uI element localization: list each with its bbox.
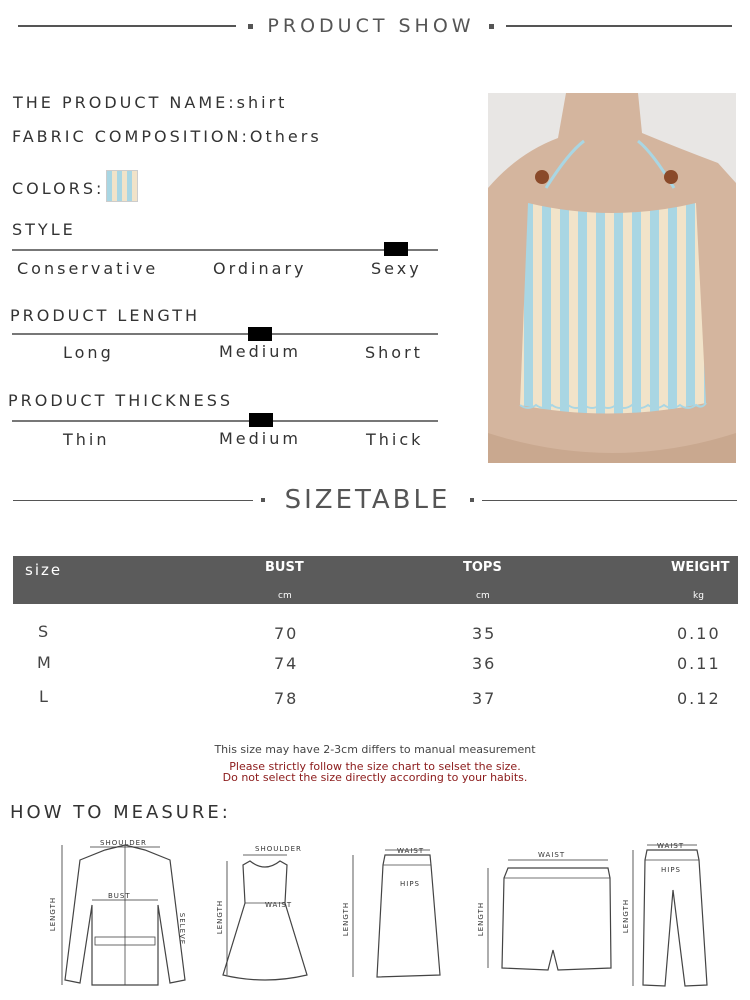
th-bust: BUST: [265, 560, 304, 575]
product-show-header: [0, 14, 750, 38]
thickness-option-medium: Medium: [219, 429, 301, 448]
length-option-medium: Medium: [219, 342, 301, 361]
dress-waist-label: WAIST: [265, 901, 293, 909]
cell-weight: 0.11: [677, 654, 721, 673]
pants-illustration: [625, 840, 715, 990]
th-weight-unit: kg: [693, 591, 704, 601]
sizetable-title: SIZETABLE: [284, 485, 451, 515]
style-option-conservative: Conservative: [17, 259, 159, 278]
cell-weight: 0.10: [677, 624, 721, 643]
th-tops: TOPS: [463, 560, 502, 575]
size-table-header: [13, 556, 738, 604]
dress-length-label: LENGTH: [216, 899, 225, 935]
shirt-shoulder-label: SHOULDER: [100, 839, 147, 847]
skirt-illustration: [345, 845, 445, 985]
mannequin-with-striped-top: [488, 93, 736, 463]
skirt-waist-label: WAIST: [397, 847, 425, 855]
length-marker: [248, 327, 272, 341]
style-option-ordinary: Ordinary: [213, 259, 307, 278]
style-scale-line: [12, 249, 438, 251]
pants-length-label: LENGTH: [622, 898, 631, 934]
shorts-length-label: LENGTH: [477, 901, 486, 937]
style-title: STYLE: [12, 220, 76, 239]
skirt-length-label: LENGTH: [342, 901, 351, 937]
shirt-diagram: [50, 835, 200, 990]
sizetable-header: [0, 484, 750, 516]
colors-label: COLORS:: [12, 179, 105, 198]
cell-tops: 37: [472, 689, 497, 708]
dress-illustration: [215, 843, 315, 983]
shorts-diagram: [478, 850, 618, 975]
cell-size: S: [38, 622, 51, 641]
cell-bust: 70: [274, 624, 299, 643]
thickness-option-thin: Thin: [63, 430, 110, 449]
cell-bust: 78: [274, 689, 299, 708]
note-habits: Do not select the size directly according to your habits.: [222, 771, 528, 784]
note-follow-chart: Please strictly follow the size chart to selset the size.: [229, 760, 521, 773]
cell-tops: 36: [472, 654, 497, 673]
thickness-marker: [249, 413, 273, 427]
pants-waist-label: WAIST: [657, 842, 685, 850]
skirt-diagram: [342, 845, 445, 985]
shirt-bust-label: BUST: [108, 892, 131, 900]
style-marker: [384, 242, 408, 256]
shorts-waist-label: WAIST: [538, 851, 566, 859]
product-name: THE PRODUCT NAME:shirt: [13, 93, 288, 112]
product-show-title: PRODUCT SHOW: [267, 15, 475, 37]
thickness-scale-line: [12, 420, 438, 422]
th-tops-unit: cm: [476, 591, 490, 601]
cell-size: M: [37, 653, 53, 672]
style-option-sexy: Sexy: [371, 259, 422, 278]
shorts-illustration: [478, 850, 618, 975]
th-size: size: [25, 561, 63, 579]
pants-diagram: [622, 840, 715, 990]
product-photo: [488, 93, 736, 463]
cell-weight: 0.12: [677, 689, 721, 708]
th-weight: WEIGHT: [671, 560, 730, 575]
th-bust-unit: cm: [278, 591, 292, 601]
dress-shoulder-label: SHOULDER: [255, 845, 302, 853]
cell-tops: 35: [472, 624, 497, 643]
length-option-long: Long: [63, 343, 114, 362]
skirt-hips-label: HIPS: [400, 880, 420, 888]
cell-size: L: [39, 687, 50, 706]
length-option-short: Short: [365, 343, 423, 362]
shirt-length-label: LENGTH: [49, 896, 58, 932]
length-title: PRODUCT LENGTH: [10, 306, 201, 325]
note-measurement: This size may have 2-3cm differs to manual measurement: [214, 743, 536, 756]
thickness-option-thick: Thick: [366, 430, 424, 449]
length-scale-line: [12, 333, 438, 335]
fabric-composition: FABRIC COMPOSITION:Others: [12, 127, 322, 146]
pants-hips-label: HIPS: [661, 866, 681, 874]
dress-diagram: [215, 843, 315, 983]
color-swatch-stripe[interactable]: [106, 170, 138, 202]
thickness-title: PRODUCT THICKNESS: [8, 391, 233, 410]
shirt-sleeve-label: SELEVE: [178, 912, 187, 946]
how-to-measure-title: HOW TO MEASURE:: [10, 802, 231, 823]
cell-bust: 74: [274, 654, 299, 673]
